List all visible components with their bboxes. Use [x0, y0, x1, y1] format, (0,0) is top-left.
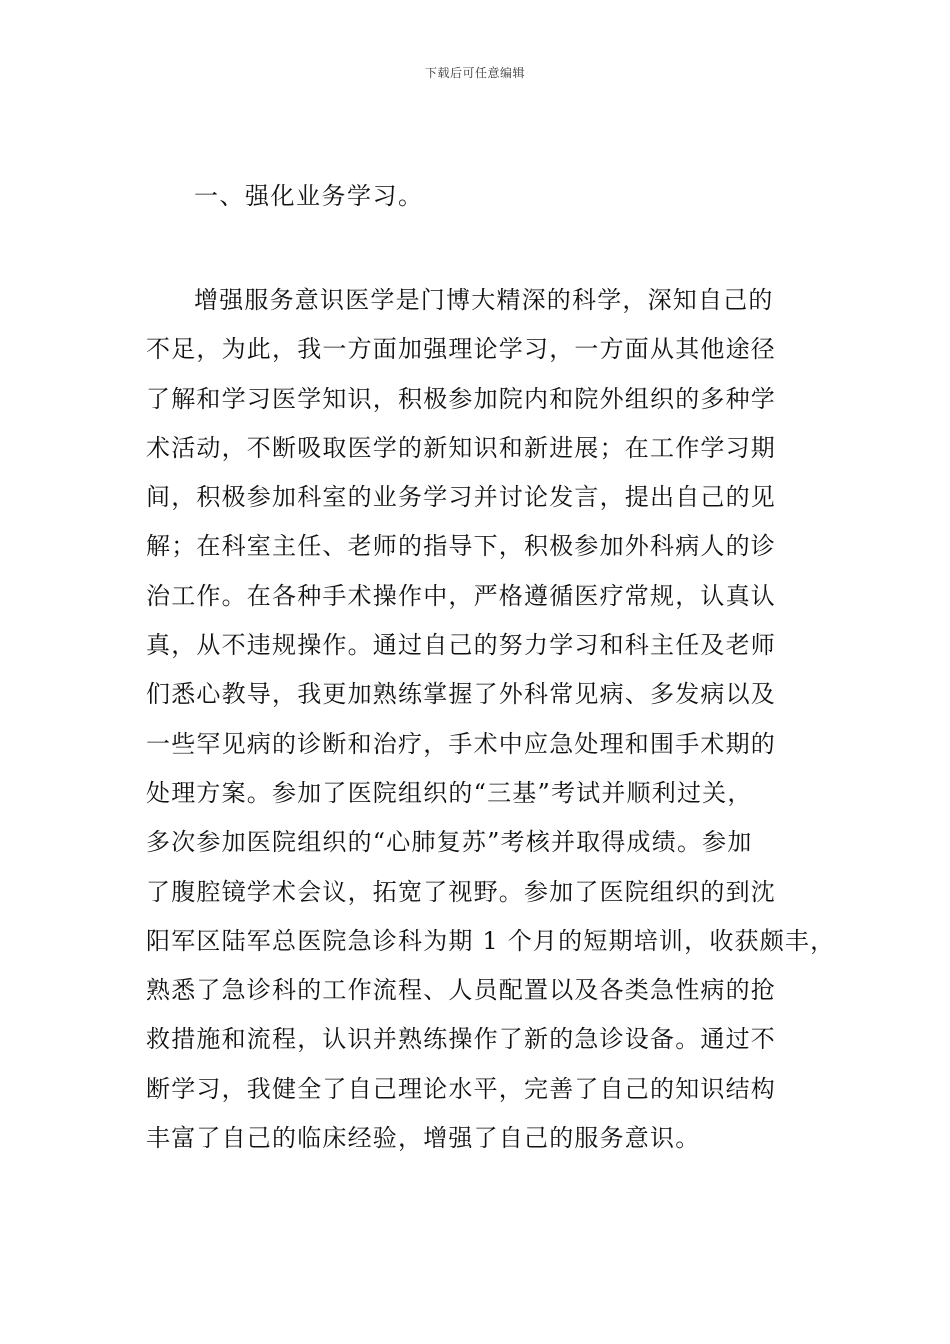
body-paragraph [146, 276, 836, 1163]
paragraph-line: 阳军区陆军总医院急诊科为期 1 个月的短期培训，收获颇丰， [146, 926, 836, 955]
section-heading: 一、强化业务学习。 [194, 182, 424, 210]
paragraph-line: 了腹腔镜学术会议，拓宽了视野。参加了医院组织的到沈 [146, 877, 776, 906]
paragraph-line: 救措施和流程，认识并熟练操作了新的急诊设备。通过不 [146, 1025, 776, 1054]
paragraph-line: 了解和学习医学知识，积极参加院内和院外组织的多种学 [146, 384, 776, 413]
paragraph-line: 不足，为此，我一方面加强理论学习，一方面从其他途径 [146, 335, 776, 364]
paragraph-line: 解；在科室主任、老师的指导下，积极参加外科病人的诊 [146, 532, 776, 561]
paragraph-line: 处理方案。参加了医院组织的“三基”考试并顺利过关， [146, 778, 753, 807]
paragraph-line: 们悉心教导，我更加熟练掌握了外科常见病、多发病以及 [146, 680, 776, 709]
paragraph-line: 增强服务意识医学是门博大精深的科学，深知自己的 [194, 286, 774, 314]
paragraph-line: 术活动，不断吸取医学的新知识和新进展；在工作学习期 [146, 433, 776, 462]
paragraph-line: 熟悉了急诊科的工作流程、人员配置以及各类急性病的抢 [146, 976, 776, 1005]
paragraph-line: 丰富了自己的临床经验，增强了自己的服务意识。 [146, 1124, 701, 1153]
paragraph-line: 断学习，我健全了自己理论水平，完善了自己的知识结构 [146, 1074, 776, 1103]
paragraph-line: 治工作。在各种手术操作中，严格遵循医疗常规，认真认 [146, 581, 776, 610]
paragraph-line: 一些罕见病的诊断和治疗，手术中应急处理和围手术期的 [146, 729, 776, 758]
paragraph-line: 真，从不违规操作。通过自己的努力学习和科主任及老师 [146, 631, 776, 660]
header-note: 下载后可任意编辑 [424, 66, 525, 80]
paragraph-line: 多次参加医院组织的“心肺复苏”考核并取得成绩。参加 [146, 828, 753, 857]
paragraph-line: 间，积极参加科室的业务学习并讨论发言，提出自己的见 [146, 483, 776, 512]
